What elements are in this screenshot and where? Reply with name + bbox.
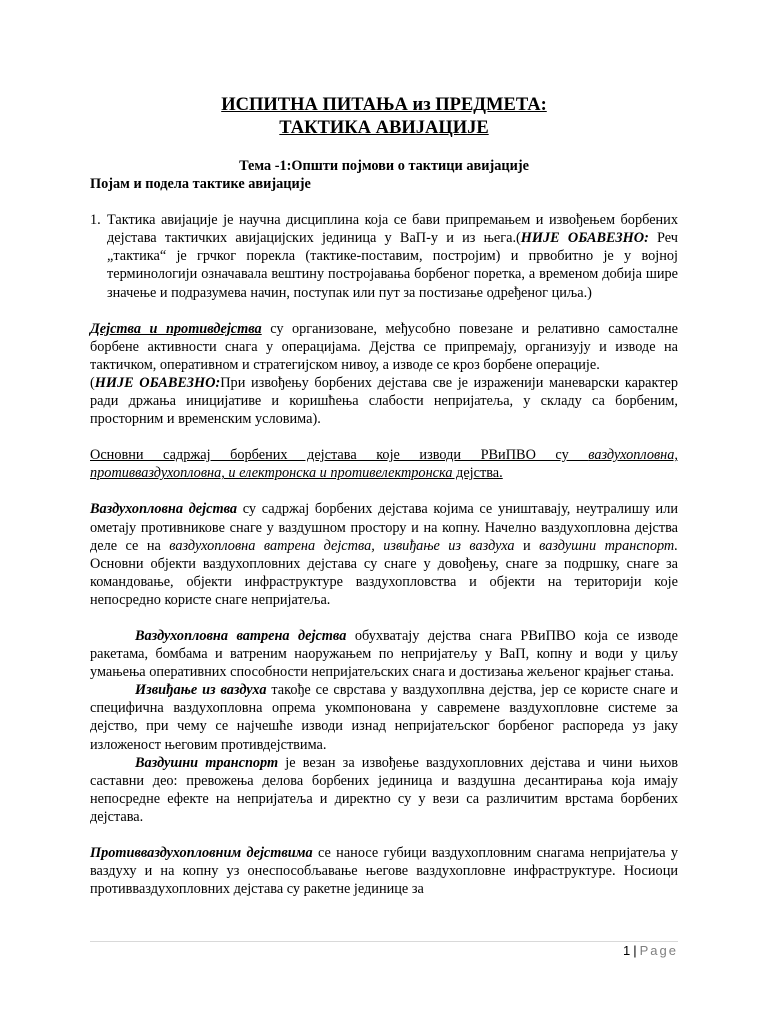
- term-highlight: Противваздухопловним дејствима: [90, 845, 313, 861]
- theme-heading: Тема -1:Општи појмови о тактици авијације: [239, 158, 529, 174]
- paragraph-reconnaissance: Извиђање из ваздуха такође се сврстава у ваздухоплвна дејства, јер се користе снаге и специфична ваздухопловна опрема укомпонована у савремене ваздухопловне системе за дејство, при чему се најчешће изводи изнад непријатељског борбеног распореда уз јаку изложеност његовим противдејствима.: [90, 682, 679, 753]
- document-title-line-2: ТАКТИКА АВИЈАЦИЈЕ: [279, 118, 489, 138]
- paragraph-fire-operations: Ваздухопловна ватрена дејства обухватају дејства снага РВиПВО која се изводе ракетама, бомбама и ватреним наоружањем по непријатељу у ВаП, копну и води у циљу умањења оперативних способности непријатељских снага и достизања жељеног крајњег стања.: [90, 627, 678, 681]
- document-title-line-1: ИСПИТНА ПИТАЊА из ПРЕДМЕТА:: [221, 95, 547, 115]
- term-highlight: Ваздухопловна дејства: [90, 501, 238, 518]
- footer-divider: [90, 941, 678, 942]
- page-footer: [623, 942, 678, 960]
- paragraph-air-transport: Ваздушни транспорт је везан за извођење ваздухопловних дејстава и чини њихов саставни део: превожења делова борбених јединица и ваздушна десантирања која имају непосредне ефекте на непријатеља и директно су у вези са различитим врстама борбених дејстава.: [90, 754, 678, 825]
- term-highlight: Извиђање из ваздуха: [135, 682, 267, 699]
- paragraph-air-operations: Ваздухопловна дејства су садржај борбених дејстава којима се уништавају, неутралишу или ометају противникове снаге у ваздушном простору и на копну. Начелно ваздухопловна дејства деле се на ваздухопловна ватрена дејства, извиђање из ваздуха и ваздушни транспорт. Основни објекти ваздухопловних дејстава су снаге у довођењу, снаге за подршку, снаге за командовање, објекти инфраструктуре ваздухопловства и објекти на територији које непосредно користе снаге непријатеља.: [90, 501, 678, 608]
- term-highlight: Ваздушни транспорт: [135, 754, 279, 771]
- paragraph-content-summary: Основни садржај борбених дејстава које изводи РВиПВО су ваздухопловна, противваздухопловна, и електронска и противелектронска дејства.: [90, 447, 678, 482]
- list-item-body: Тактика авијације је научна дисциплина која се бави припремањем и извођењем борбених дејстава тактичких авијацијских јединица у ВаП-у и из њега.(НИЈЕ ОБАВЕЗНО: Реч „тактика“ је грчког порекла (тактике-поставим, постројим) и првобитно је у војној терминологији означавала вештину постројавања борбеног поретка, а временом добија шире значење и подразумева начин, поступак или пут за постизање одређеног циља.): [107, 212, 678, 301]
- optional-note-label: НИЈЕ ОБАВЕЗНО:: [94, 374, 221, 391]
- section-subheading: Појам и подела тактике авијације: [90, 176, 311, 193]
- optional-note-label: НИЈЕ ОБАВЕЗНО:: [520, 230, 649, 247]
- list-item: [90, 211, 678, 301]
- paragraph-anti-air: Противваздухопловним дејствима се наносе губици ваздухопловним снагама непријатеља у ваздуху и на копну уз онеспособљавање његове ваздухопловне инфраструктуре. Носиоци противваздухопловних дејстава су ракетне јединице за: [90, 845, 678, 898]
- document-body: [90, 94, 678, 898]
- term-highlight: Дејства и противдејства: [90, 320, 262, 337]
- list-number: 1.: [90, 212, 101, 229]
- page-number: 1: [623, 943, 631, 958]
- term-highlight: Ваздухопловна ватрена дејства: [135, 627, 347, 644]
- paragraph-actions: Дејства и противдејства су организоване, међусобно повезане и релативно самосталне борбене активности снага у операцијама. Дејства се припремају, организују и изводе на тактичком, оперативном и стратегијском нивоу, а изводе се кроз борбене операције. (НИЈЕ ОБАВЕЗНО:При извођењу борбених дејстава све је израженији маневарски карактер ради држања иницијативе и коришћења слабости непријатеља, у складу са борбеним, просторним и временским условима).: [90, 320, 678, 428]
- page-label: Page: [639, 943, 678, 958]
- footer-separator: |: [633, 943, 637, 958]
